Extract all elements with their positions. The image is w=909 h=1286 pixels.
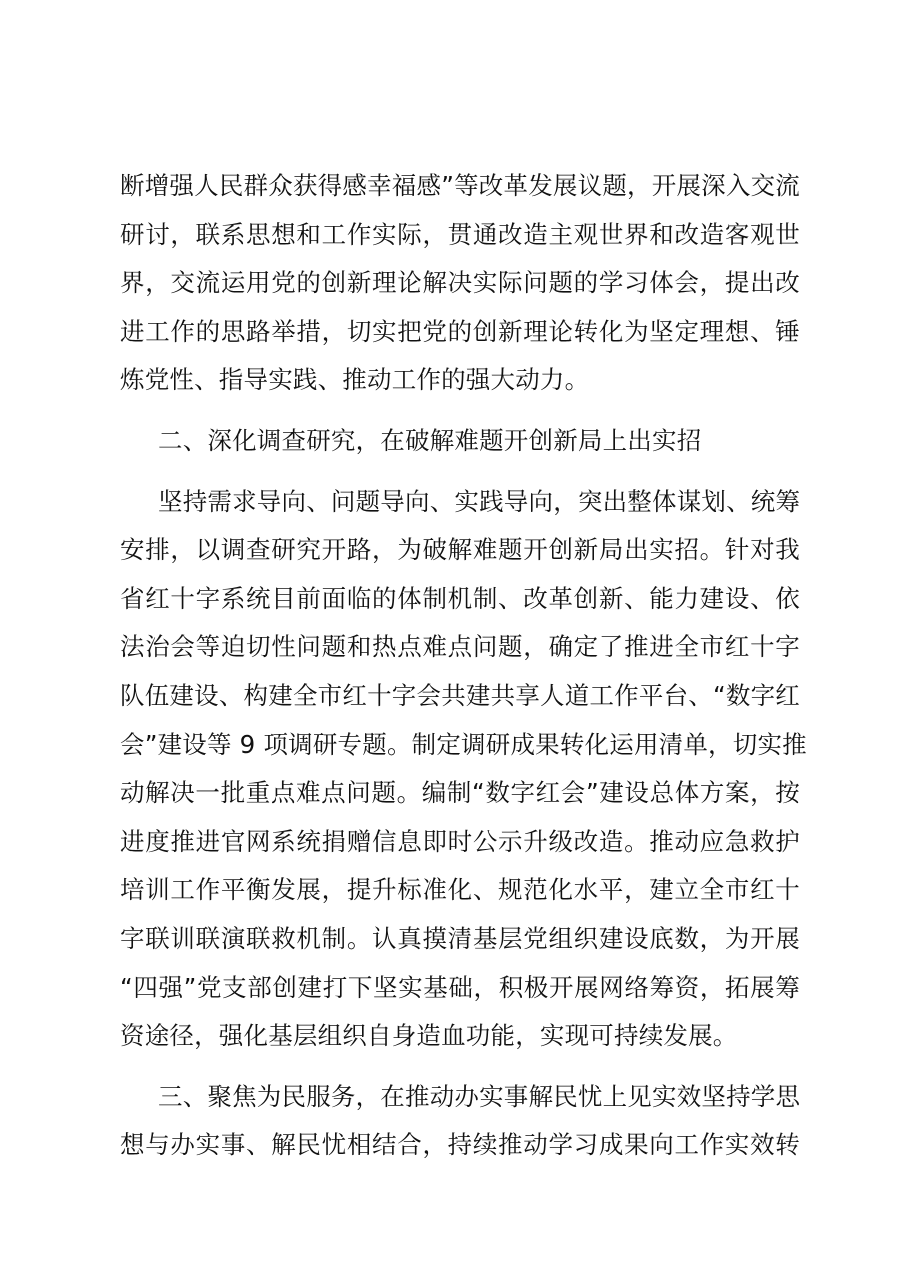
text-line: 界，交流运用党的创新理论解决实际问题的学习体会，提出改 — [120, 268, 800, 298]
text-line: 坚持需求导向、问题导向、实践导向，突出整体谋划、统筹 — [158, 486, 801, 516]
paragraph-section-2 — [120, 478, 807, 1061]
section-heading-2: 二、深化调查研究，在破解难题开创新局上出实招 — [158, 425, 702, 455]
text-line: 断增强人民群众获得感幸福感”等改革发展议题，开展深入交流 — [120, 171, 800, 200]
text-line: 资途径，强化基层组织自身造血功能，实现可持续发展。 — [120, 1021, 738, 1051]
paragraph-spacing — [120, 1061, 800, 1073]
text-line: 省红十字系统目前面临的体制机制、改革创新、能力建设、依 — [120, 583, 800, 613]
text-line: 会”建设等 9 项调研专题。制定调研成果转化运用清单，切实推 — [120, 729, 807, 759]
text-line: 进工作的思路举措，切实把党的创新理论转化为坚定理想、锤 — [120, 316, 800, 346]
text-line: 队伍建设、构建全市红十字会共建共享人道工作平台、“数字红 — [120, 680, 800, 710]
text-line: 进度推进官网系统捐赠信息即时公示升级改造。推动应急救护 — [120, 826, 800, 856]
paragraph-continuation — [120, 162, 800, 405]
paragraph-section-3 — [120, 1073, 800, 1170]
text-line: 培训工作平衡发展，提升标准化、规范化水平，建立全市红十 — [120, 875, 800, 905]
text-line: 想与办实事、解民忧相结合，持续推动学习成果向工作实效转 — [120, 1130, 800, 1160]
paragraph-spacing — [120, 466, 800, 478]
text-line: 动解决一批重点难点问题。编制“数字红会”建设总体方案，按 — [120, 778, 800, 808]
document-body — [120, 162, 807, 1170]
text-line: 安排，以调查研究开路，为破解难题开创新局出实招。针对我 — [120, 535, 800, 565]
text-line: 法治会等迫切性问题和热点难点问题，确定了推进全市红十字 — [120, 632, 800, 662]
text-line: “四强”党支部创建打下坚实基础，积极开展网络筹资，拓展筹 — [120, 972, 800, 1002]
text-line: 字联训联演联救机制。认真摸清基层党组织建设底数，为开展 — [120, 923, 800, 953]
text-line: 三、聚焦为民服务，在推动办实事解民忧上见实效坚持学思 — [158, 1081, 801, 1111]
text-line: 研讨，联系思想和工作实际，贯通改造主观世界和改造客观世 — [120, 219, 800, 249]
text-line: 炼党性、指导实践、推动工作的强大动力。 — [120, 365, 590, 395]
paragraph-spacing — [120, 405, 800, 417]
